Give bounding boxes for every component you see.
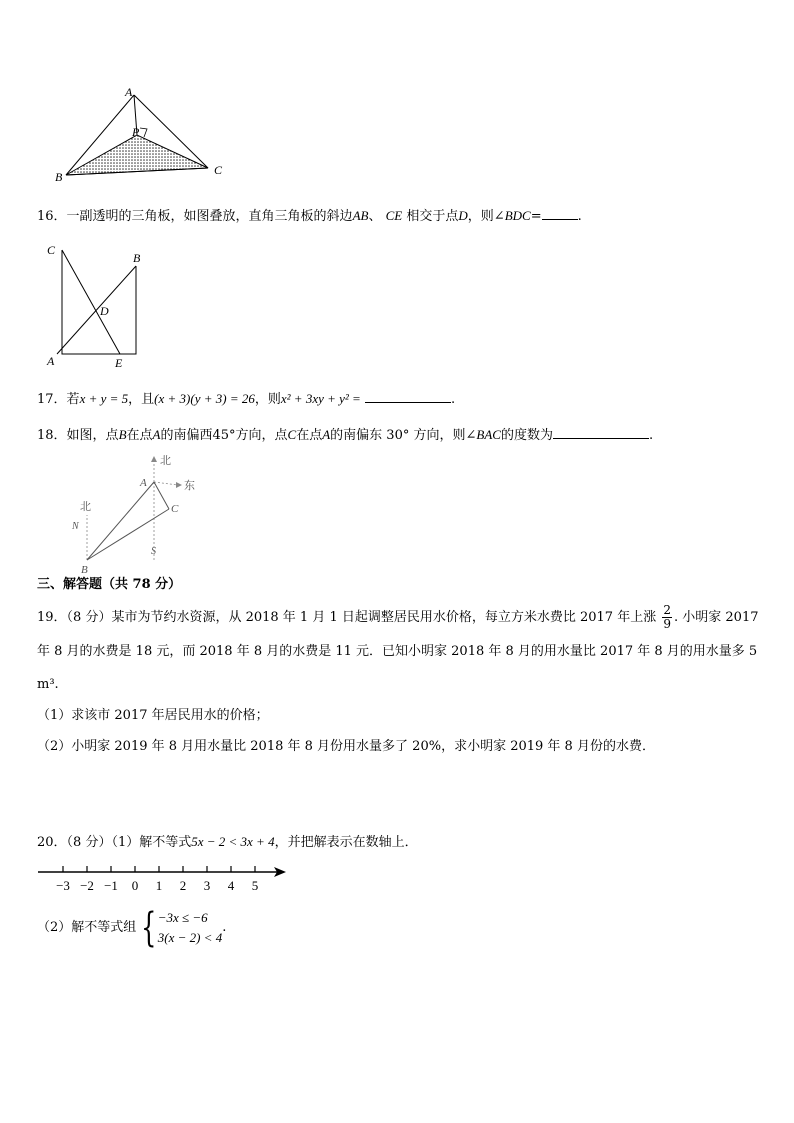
fig15-label-p: P	[132, 125, 140, 139]
fig18-label-a: A	[140, 477, 147, 489]
q18-text-6: 的度数为	[500, 428, 553, 443]
q18-point-c: C	[287, 427, 297, 442]
fig16-label-a: A	[47, 354, 55, 368]
fig18-label-n: N	[72, 521, 79, 532]
number-line-tick-label: −3	[56, 878, 70, 893]
q18-point-b: B	[118, 427, 127, 442]
q16-number: 16．	[37, 209, 67, 224]
section-3-title: 三、解答题（共 78 分）	[37, 577, 182, 592]
q18-end: .	[648, 428, 654, 443]
fig16-label-d: D	[100, 304, 109, 318]
number-line-tick-label: 2	[179, 878, 187, 893]
q19-lead: 19．（8 分）某市为节约水资源，从 2018 年 1 月 1 日起调整居民用水价格，每立方米水费比 2017 年上涨	[37, 610, 657, 625]
q17-then: ，则	[254, 392, 281, 407]
q17-end: .	[450, 392, 456, 407]
fig15-label-b: B	[55, 170, 63, 184]
q19-tail-1: . 小明家 2017	[674, 610, 759, 625]
fig18-label-s: S	[151, 546, 156, 557]
number-line	[36, 860, 288, 896]
number-line-tick-label: 3	[203, 878, 211, 893]
q16-angle: BDC	[504, 208, 531, 223]
q18-answer-blank[interactable]	[553, 426, 649, 439]
number-line-tick-label: 0	[131, 878, 139, 893]
fig18-north-left: 北	[80, 501, 91, 513]
q16-end: .	[577, 209, 582, 224]
direction-figure-18	[60, 450, 210, 575]
number-line-tick-label: −2	[80, 878, 94, 893]
q20-system-line-1: −3x ≤ −6	[157, 909, 208, 925]
q16-point-d: D	[458, 208, 468, 223]
fig18-label-b: B	[81, 564, 88, 575]
q18-angle: BAC	[476, 427, 501, 442]
question-18	[37, 426, 653, 445]
question-20-line-1	[37, 833, 418, 852]
q17-and: ，且	[128, 392, 155, 407]
q19-fraction-den: 9	[663, 617, 671, 631]
q17-if: 若	[66, 392, 80, 407]
q20-sub-2-label: （2）解不等式组	[37, 920, 137, 935]
q18-text-3: 的南偏西45°方向，点	[160, 428, 288, 443]
set-square-figure-16	[42, 240, 162, 370]
q18-point-a2: A	[322, 427, 331, 442]
q17-equation-2: (x + 3)(y + 3) = 26	[154, 391, 255, 406]
q16-seg-ce: CE	[385, 208, 403, 223]
fig18-east: 东	[184, 480, 195, 492]
question-20-sub-2	[37, 904, 226, 952]
q16-mid: 相交于点	[406, 209, 459, 224]
q20-inequality: 5x − 2 < 3x + 4	[191, 834, 275, 849]
fig15-label-a: A	[125, 85, 133, 99]
q19-fraction	[662, 604, 672, 631]
q20-end: .	[222, 920, 227, 935]
q16-seg-ab: AB	[352, 208, 369, 223]
q18-text-2: 在点	[126, 428, 153, 443]
triangle-figure-15	[50, 84, 240, 184]
q20-tail: ，并把解表示在数轴上．	[274, 835, 418, 850]
question-19-sub-1: （1）求该市 2017 年居民用水的价格；	[37, 708, 269, 723]
fig18-label-c: C	[171, 503, 179, 515]
q18-text-5: 的南偏东 30° 方向，则∠	[330, 428, 477, 443]
q16-text: 一副透明的三角板，如图叠放，直角三角板的斜边	[66, 209, 353, 224]
q17-number: 17．	[37, 392, 67, 407]
fig16-label-b: B	[133, 251, 141, 265]
q17-equation-1: x + y = 5	[79, 391, 129, 406]
q16-answer-blank[interactable]	[542, 207, 578, 220]
question-19-line-3: m³.	[37, 677, 59, 692]
q18-text: 如图，点	[66, 428, 119, 443]
number-line-tick-label: 5	[251, 878, 259, 893]
q17-expression: x² + 3xy + y² =	[280, 391, 361, 406]
q16-sep: 、	[368, 209, 382, 224]
fig18-north-top: 北	[160, 455, 171, 467]
fig15-label-c: C	[214, 163, 223, 177]
question-19-line-1	[37, 604, 758, 632]
question-19-line-2: 年 8 月的水费是 18 元，而 2018 年 8 月的水费是 11 元．已知小明家 2018 年 8 月的用水量比 2017 年 8 月的用水量多 5	[37, 644, 758, 659]
q16-eq: =	[530, 209, 542, 224]
question-19-sub-2: （2）小明家 2019 年 8 月用水量比 2018 年 8 月份用水量多了 20%，求小明家 2019 年 8 月份的水费．	[37, 739, 655, 754]
q19-fraction-num: 2	[663, 603, 671, 617]
q16-ask: ，则∠	[467, 209, 505, 224]
q20-lead: 20．（8 分）（1）解不等式	[37, 835, 192, 850]
question-16	[37, 207, 582, 226]
fig16-label-e: E	[115, 356, 123, 370]
q18-text-4: 在点	[296, 428, 323, 443]
fig16-label-c: C	[47, 243, 56, 257]
q18-point-a: A	[152, 427, 161, 442]
number-line-tick-label: −1	[104, 878, 118, 893]
number-line-tick-label: 4	[227, 878, 235, 893]
q17-answer-blank[interactable]	[365, 390, 451, 403]
q20-system-line-2: 3(x − 2) < 4	[157, 929, 223, 945]
question-17	[37, 390, 455, 409]
q18-number: 18．	[37, 428, 67, 443]
q20-inequality-system: { −3x ≤ −6 3(x − 2) < 4	[141, 904, 223, 951]
number-line-tick-label: 1	[155, 878, 163, 893]
